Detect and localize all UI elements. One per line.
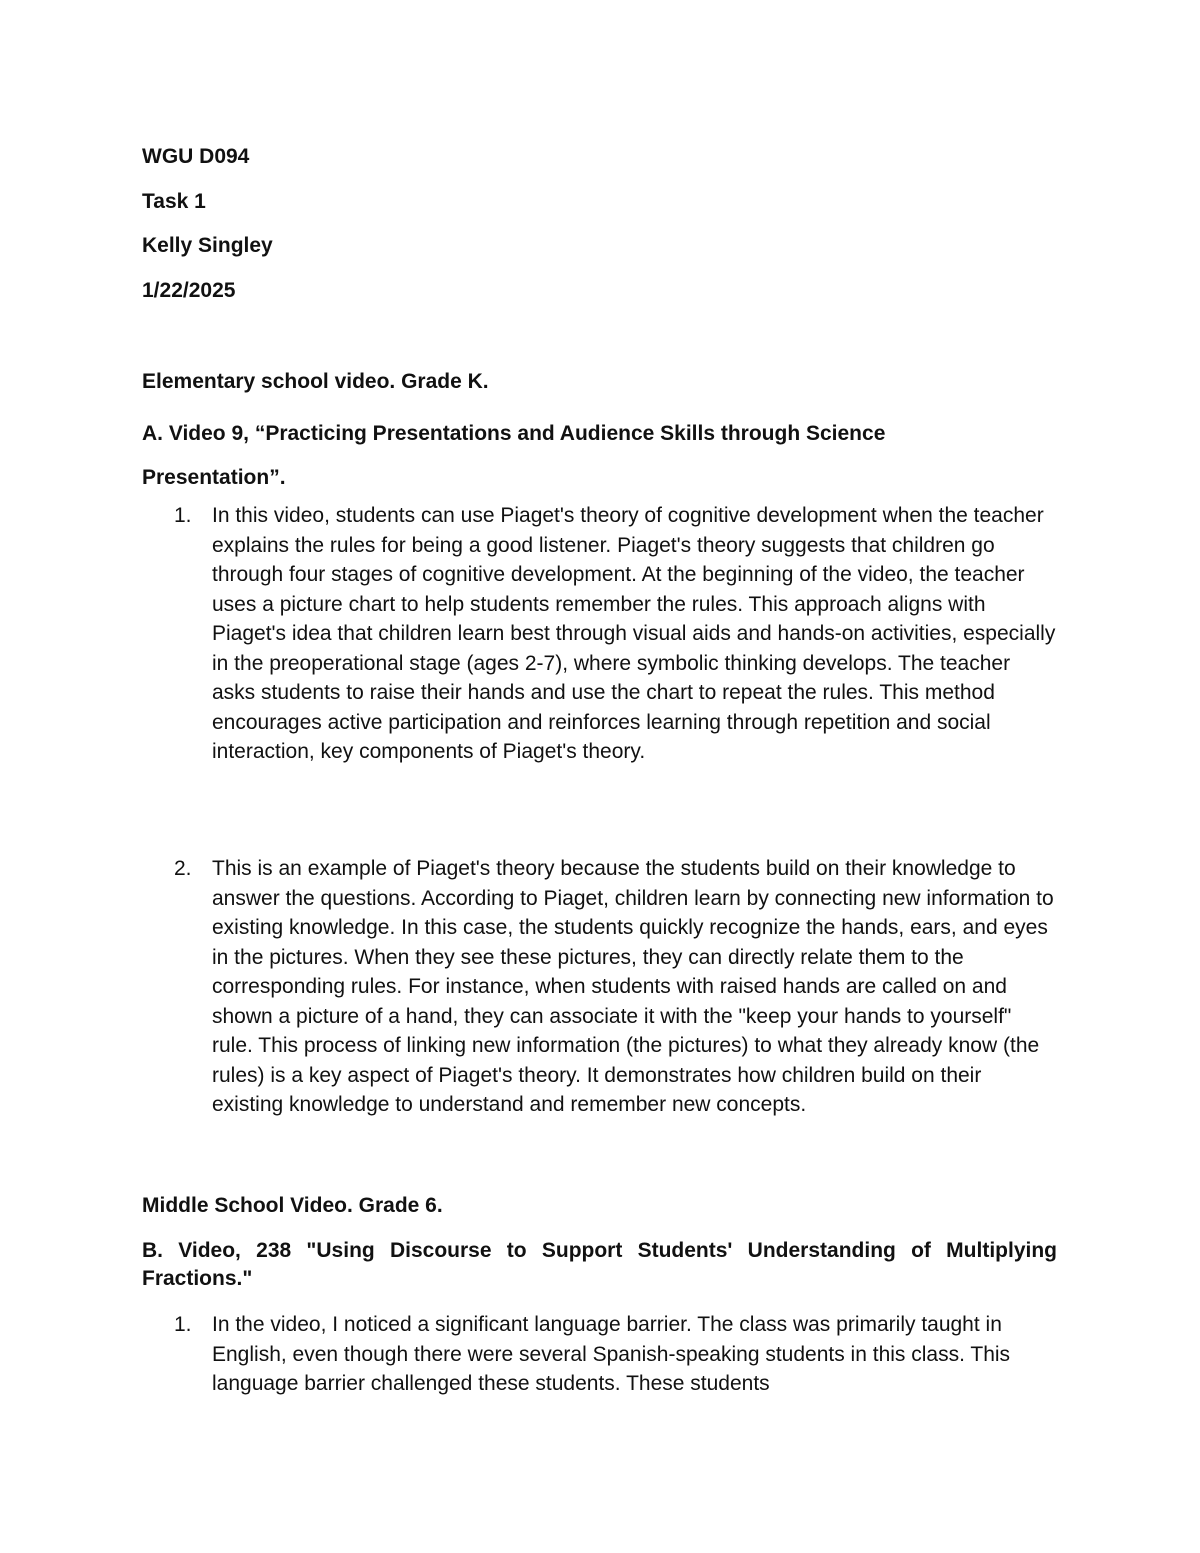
section-a-item-2-number: 2.	[174, 857, 192, 880]
section-b-item-1-text: In the video, I noticed a significant language barrier. The class was primarily taught in English, even though there were several Spanish-speaking students in this class. This language barrier challenged these students. These students	[212, 1313, 1011, 1395]
section-b-item-1-number: 1.	[174, 1313, 192, 1336]
course-code: WGU D094	[142, 145, 250, 168]
section-b-title: B. Video, 238 "Using Discourse to Support Students' Understanding of Multiplying Fractions."	[142, 1239, 1057, 1290]
task-label: Task 1	[142, 190, 206, 213]
section-a-title: A. Video 9, “Practicing Presentations and Audience Skills through Science Presentation”.	[142, 422, 886, 489]
section-a-heading: Elementary school video. Grade K.	[142, 370, 489, 393]
section-a-item-1-number: 1.	[174, 504, 192, 527]
author-name: Kelly Singley	[142, 234, 273, 257]
section-b-heading: Middle School Video. Grade 6.	[142, 1194, 443, 1217]
document-date: 1/22/2025	[142, 279, 236, 302]
section-a-item-2-text: This is an example of Piaget's theory because the students build on their knowledge to answer the questions. According to Piaget, children learn by connecting new information to existing knowledge. In this case, the students quickly recognize the hands, ears, and eyes in the pictures. When they see these pictures, they can directly relate them to the corresponding rules. For instance, when students with raised hands are called on and shown a picture of a hand, they can associate it with the "keep your hands to yourself" rule. This process of linking new information (the pictures) to what they already know (the rules) is a key aspect of Piaget's theory. It demonstrates how children build on their existing knowledge to understand and remember new concepts.	[212, 857, 1054, 1116]
section-a-item-1-text: In this video, students can use Piaget's theory of cognitive development when the teacher explains the rules for being a good listener. Piaget's theory suggests that children go through four stages of cognitive development. At the beginning of the video, the teacher uses a picture chart to help students remember the rules. This approach aligns with Piaget's idea that children learn best through visual aids and hands-on activities, especially in the preoperational stage (ages 2-7), where symbolic thinking develops. The teacher asks students to raise their hands and use the chart to repeat the rules. This method encourages active participation and reinforces learning through repetition and social interaction, key components of Piaget's theory.	[212, 504, 1056, 763]
